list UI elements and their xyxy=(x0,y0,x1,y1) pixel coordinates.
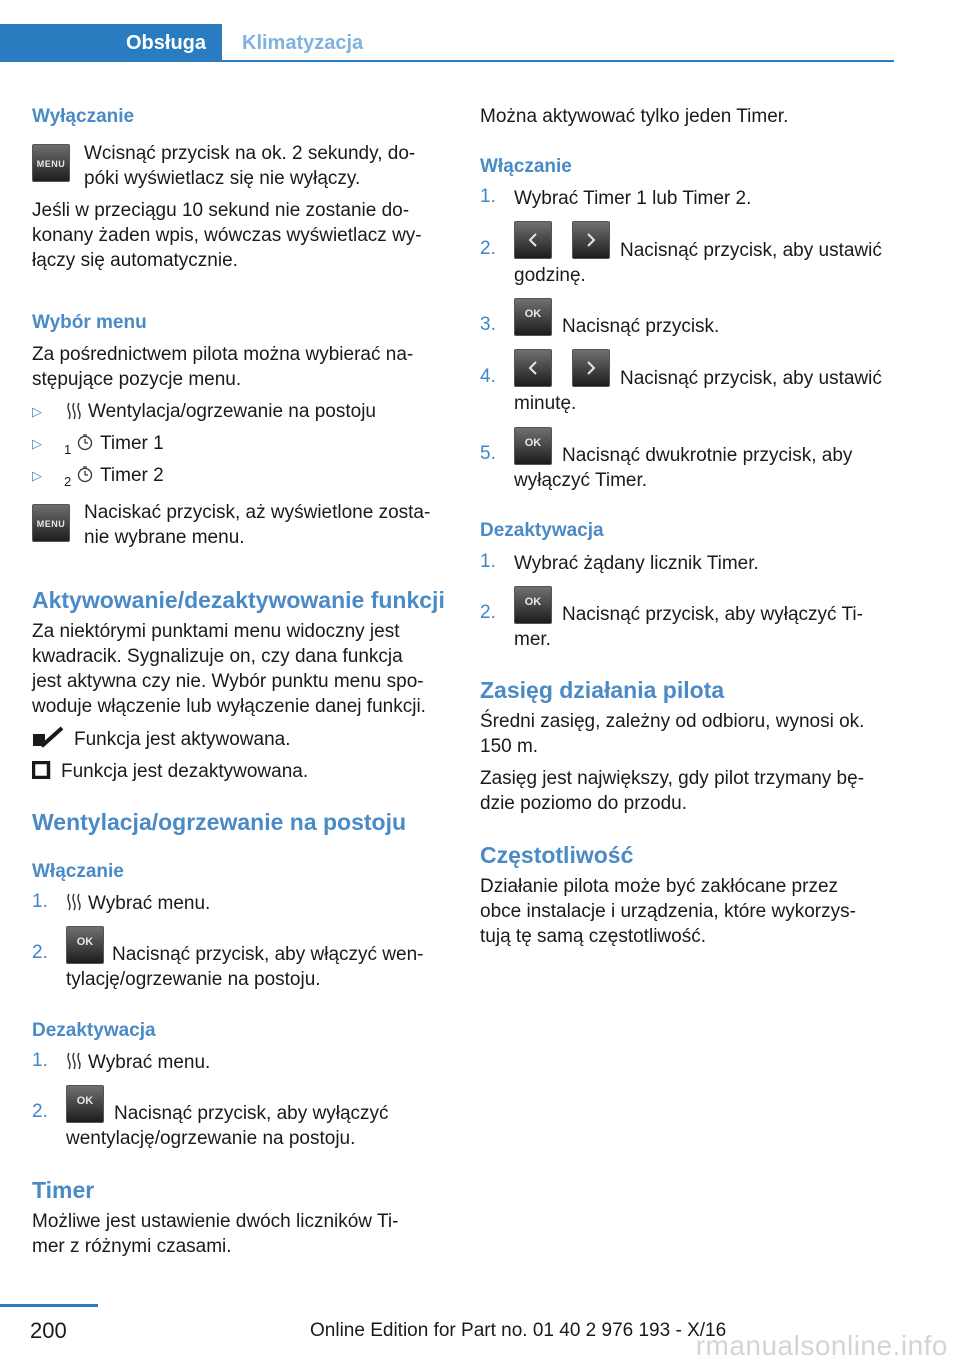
menu-item-timer2: Timer 2 xyxy=(100,465,164,486)
timer-on-step-5a: Nacisnąć dwukrotnie przycisk, aby xyxy=(562,445,853,466)
menu-press-1: Naciskać przycisk, aż wyświetlone zosta- xyxy=(84,502,431,523)
list-number: 2. xyxy=(480,238,496,259)
timer-off-step-2b: mer. xyxy=(514,629,551,650)
ok-button-image: OK xyxy=(514,298,552,336)
act-para-1: Za niektórymi punktami menu widoczny jest xyxy=(32,621,400,642)
timer-on-step-2a: Nacisnąć przycisk, aby ustawić xyxy=(620,240,882,261)
timer-2-index: 2 xyxy=(64,474,72,489)
menu-button-image: MENU xyxy=(32,144,70,182)
menu-button-image: MENU xyxy=(32,504,70,542)
list-number: 1. xyxy=(32,1050,48,1071)
menu-item-timer1: Timer 1 xyxy=(100,433,164,454)
ok-button-image: OK xyxy=(66,1085,104,1123)
freq-para-1: Działanie pilota może być zakłócane przez xyxy=(480,876,839,897)
off-para-3: łączy się automatycznie. xyxy=(32,250,238,271)
act-para-3: jest aktywna czy nie. Wybór punktu menu spo- xyxy=(32,671,424,692)
timer-1-icon xyxy=(64,433,94,457)
range-heading: Zasięg działania pilota xyxy=(480,677,725,703)
vent-off-heading: Dezaktywacja xyxy=(32,1020,156,1041)
vent-heading: Wentylacja/ogrzewanie na postoju xyxy=(32,809,407,835)
watermark: rmanualsonline.info xyxy=(695,1330,948,1361)
vent-on-step-1: Wybrać menu. xyxy=(88,893,211,914)
timer-on-step-5b: wyłączyć Timer. xyxy=(514,470,648,491)
list-number: 2. xyxy=(32,1101,48,1122)
timer-on-step-2b: godzinę. xyxy=(514,265,586,286)
timer-on-heading: Włączanie xyxy=(480,156,572,177)
left-arrow-button-image xyxy=(514,221,552,259)
only-one-text: Można aktywować tylko jeden Timer. xyxy=(480,106,789,127)
off-heading: Wyłączanie xyxy=(32,106,135,127)
timer-para-2: mer z różnymi czasami. xyxy=(32,1236,232,1257)
right-arrow-button-image xyxy=(572,221,610,259)
range-para-1: Średni zasięg, zależny od odbioru, wynosi ok. xyxy=(480,711,865,732)
menu-heading: Wybór menu xyxy=(32,312,147,333)
edition-text: Online Edition for Part no. 01 40 2 976 193 - X/16 xyxy=(310,1320,727,1341)
timer-on-step-4b: minutę. xyxy=(514,393,577,414)
left-arrow-button-image xyxy=(514,349,552,387)
off-para-2: konany żaden wpis, wówczas wyświetlacz wy- xyxy=(32,225,422,246)
bullet-icon: ▷ xyxy=(32,436,42,451)
list-number: 1. xyxy=(480,186,496,207)
header-bar xyxy=(0,0,894,62)
list-number: 3. xyxy=(480,314,496,335)
tab-klimatyzacja[interactable]: Klimatyzacja xyxy=(242,32,364,54)
range-para-2: 150 m. xyxy=(480,736,539,757)
timer-on-step-4a: Nacisnąć przycisk, aby ustawić xyxy=(620,368,882,389)
heater-icon xyxy=(66,401,82,426)
freq-para-2: obce instalacje i urządzenia, które wykorzys- xyxy=(480,901,856,922)
timer-off-step-2a: Nacisnąć przycisk, aby wyłączyć Ti- xyxy=(562,604,863,625)
timer-1-index: 1 xyxy=(64,442,72,457)
ok-button-image: OK xyxy=(66,926,104,964)
timer-on-step-3: Nacisnąć przycisk. xyxy=(562,316,720,337)
menu-para-1: Za pośrednictwem pilota można wybierać na- xyxy=(32,344,414,365)
menu-item-vent: Wentylacja/ogrzewanie na postoju xyxy=(88,401,376,422)
list-number: 4. xyxy=(480,366,496,387)
vent-off-step-2b: wentylację/ogrzewanie na postoju. xyxy=(66,1128,356,1149)
freq-para-3: tują tę samą częstotliwość. xyxy=(480,926,706,947)
timer-heading: Timer xyxy=(32,1177,95,1203)
timer-off-step-1: Wybrać żądany licznik Timer. xyxy=(514,553,759,574)
ok-button-image: OK xyxy=(514,586,552,624)
checkbox-empty-icon xyxy=(32,761,52,784)
list-number: 2. xyxy=(480,602,496,623)
footer-rule xyxy=(0,1304,98,1307)
act-on-text: Funkcja jest aktywowana. xyxy=(74,729,291,750)
timer-para-1: Możliwe jest ustawienie dwóch liczników Ti- xyxy=(32,1211,399,1232)
list-number: 2. xyxy=(32,942,48,963)
timer-on-step-1: Wybrać Timer 1 lub Timer 2. xyxy=(514,188,752,209)
menu-press-2: nie wybrane menu. xyxy=(84,527,245,548)
timer-off-heading: Dezaktywacja xyxy=(480,520,604,541)
tab-obsluga[interactable]: Obsługa xyxy=(0,24,222,60)
vent-off-step-1: Wybrać menu. xyxy=(88,1052,211,1073)
act-heading: Aktywowanie/dezaktywowanie funkcji xyxy=(32,587,445,613)
list-number: 1. xyxy=(480,551,496,572)
timer-2-icon xyxy=(64,465,94,489)
checkbox-checked-icon xyxy=(32,726,64,753)
list-number: 1. xyxy=(32,891,48,912)
ok-button-image: OK xyxy=(514,427,552,465)
off-text-1: Wcisnąć przycisk na ok. 2 sekundy, do- xyxy=(84,143,416,164)
bullet-icon: ▷ xyxy=(32,404,42,419)
act-para-4: woduje włączenie lub wyłączenie danej funkcji. xyxy=(32,696,426,717)
bullet-icon: ▷ xyxy=(32,468,42,483)
range-para-3: Zasięg jest największy, gdy pilot trzymany bę- xyxy=(480,768,865,789)
vent-on-step-2a: Nacisnąć przycisk, aby włączyć wen- xyxy=(112,944,424,965)
act-off-text: Funkcja jest dezaktywowana. xyxy=(61,761,309,782)
list-number: 5. xyxy=(480,443,496,464)
act-para-2: kwadracik. Sygnalizuje on, czy dana funkcja xyxy=(32,646,403,667)
off-text-2: póki wyświetlacz się nie wyłączy. xyxy=(84,168,361,189)
heater-icon xyxy=(66,1051,82,1076)
heater-icon xyxy=(66,892,82,917)
page-number: 200 xyxy=(30,1318,67,1343)
range-para-4: dzie poziomo do przodu. xyxy=(480,793,688,814)
freq-heading: Częstotliwość xyxy=(480,842,634,868)
vent-on-step-2b: tylację/ogrzewanie na postoju. xyxy=(66,969,321,990)
off-para-1: Jeśli w przeciągu 10 sekund nie zostanie do- xyxy=(32,200,410,221)
right-arrow-button-image xyxy=(572,349,610,387)
menu-para-2: stępujące pozycje menu. xyxy=(32,369,242,390)
vent-off-step-2a: Nacisnąć przycisk, aby wyłączyć xyxy=(114,1103,389,1124)
vent-on-heading: Włączanie xyxy=(32,861,124,882)
